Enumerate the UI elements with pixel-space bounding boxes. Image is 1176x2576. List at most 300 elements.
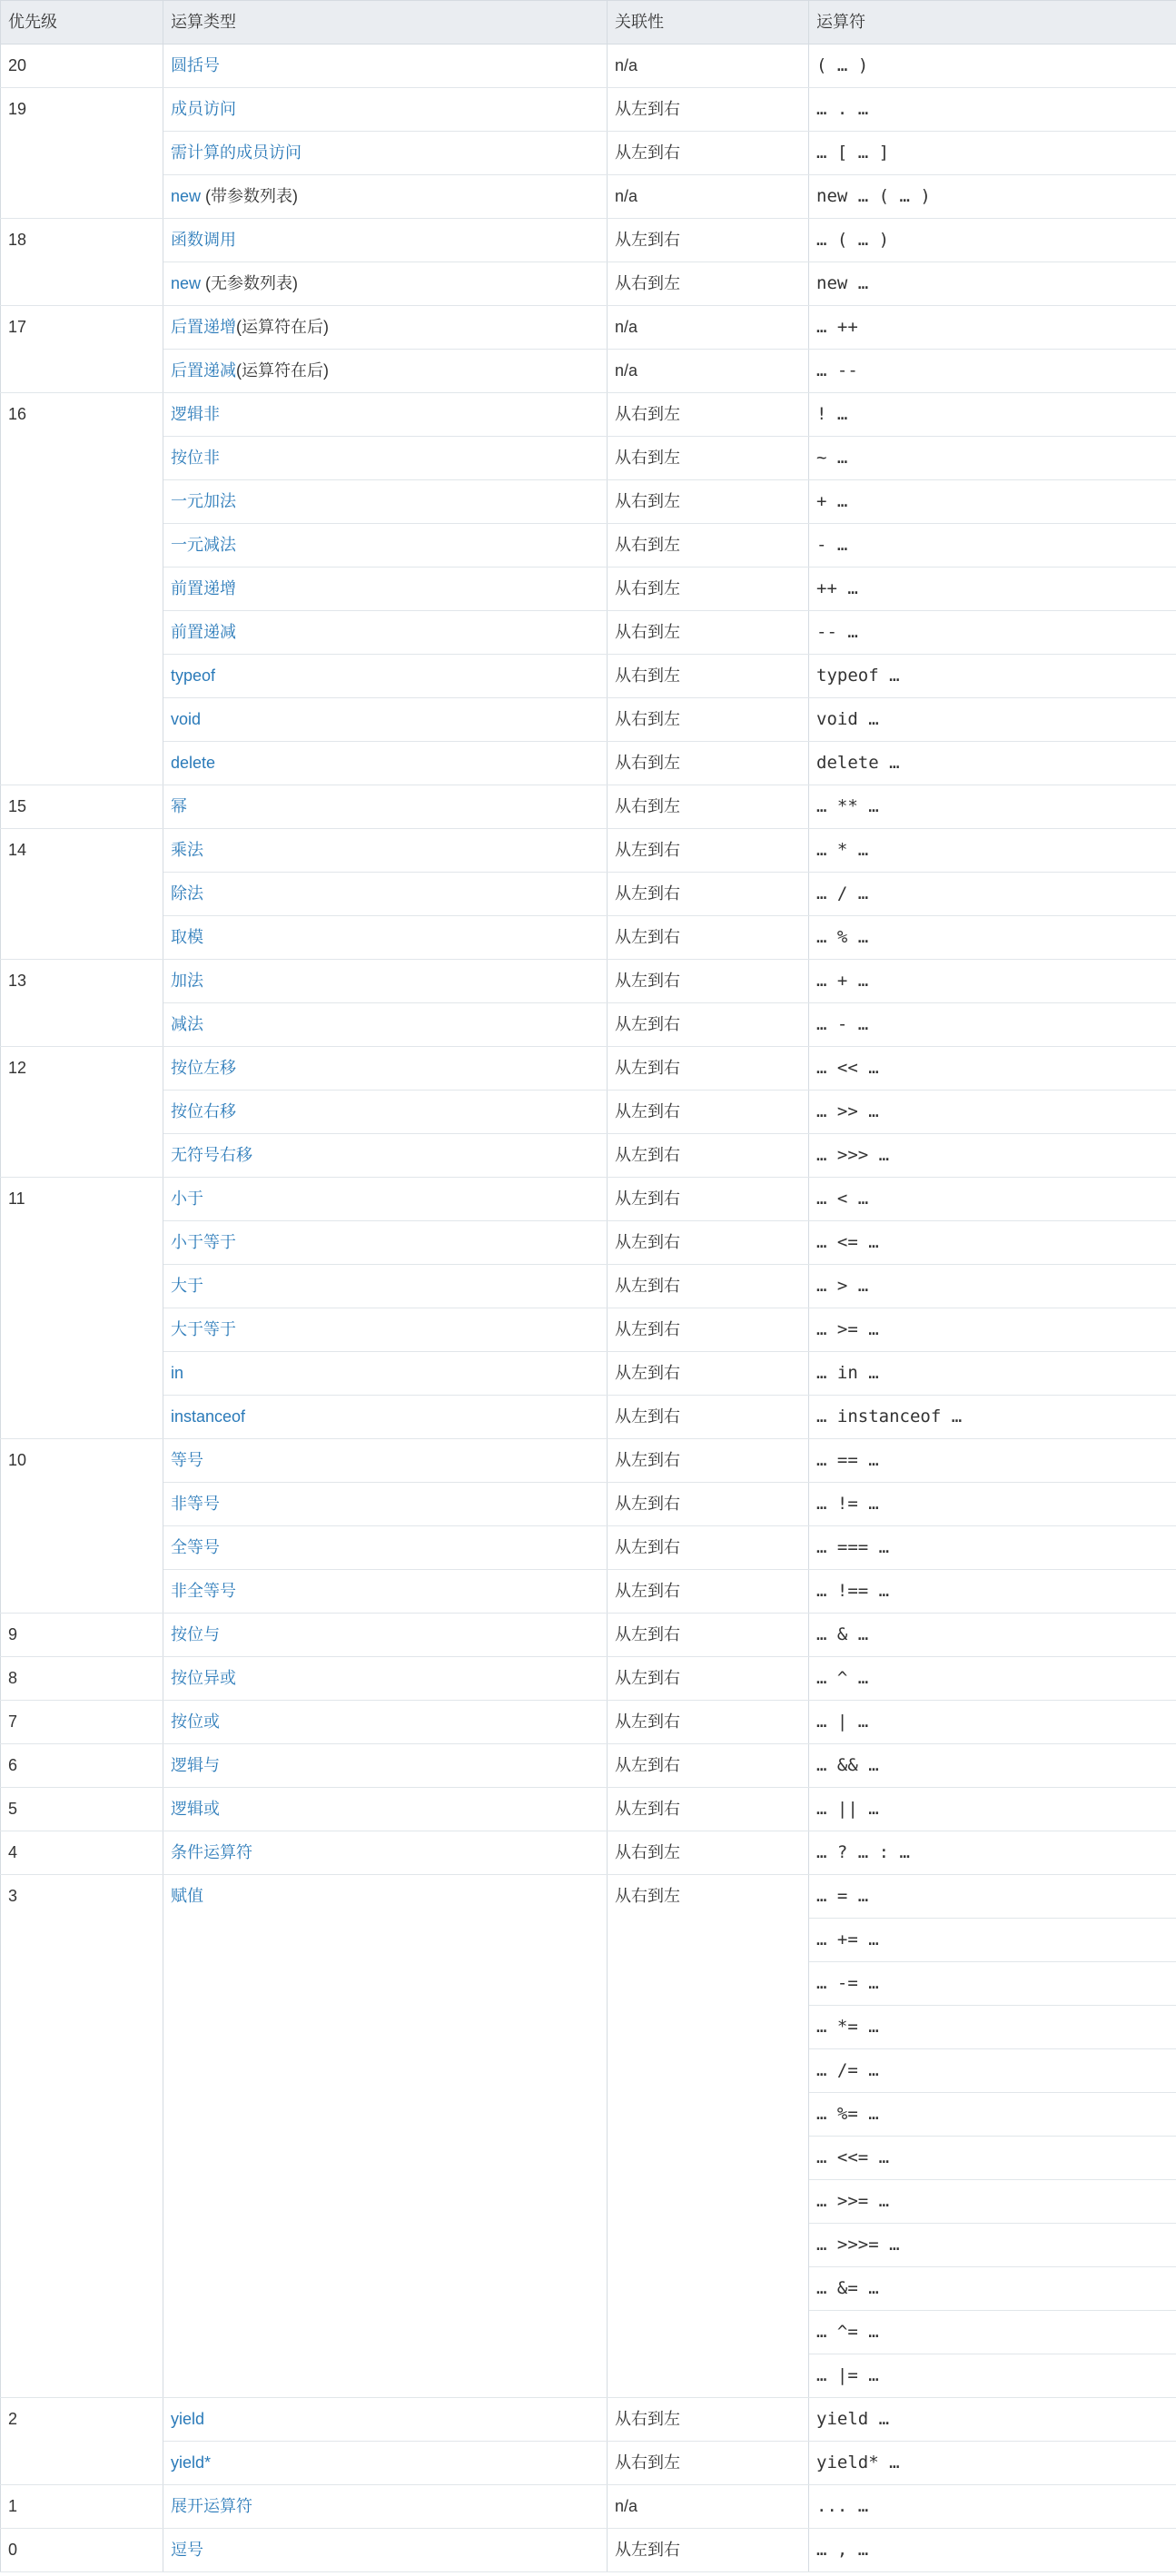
operator-type-link[interactable]: 减法 (171, 1015, 203, 1033)
operator-cell (809, 698, 1176, 742)
table-row (1, 785, 1176, 829)
precedence-cell: 19 (1, 88, 163, 219)
associativity-cell: 从左到右 (608, 1744, 809, 1788)
operator-type-link[interactable]: 逻辑与 (171, 1756, 220, 1774)
operator-pattern: … < … (816, 1189, 869, 1209)
operator-pattern: … != … (816, 1494, 879, 1514)
operator-type-cell (163, 262, 608, 306)
operator-cell (809, 873, 1176, 916)
precedence-cell: 15 (1, 785, 163, 829)
table-row (1, 698, 1176, 742)
associativity-cell: 从左到右 (608, 1134, 809, 1178)
table-row (1, 655, 1176, 698)
operator-pattern: … >>>= … (816, 2235, 900, 2255)
operator-cell (809, 1875, 1176, 1919)
operator-type-cell (163, 1047, 608, 1091)
operator-type-cell (163, 1439, 608, 1483)
table-row (1, 2529, 1176, 2572)
operator-type-cell (163, 1134, 608, 1178)
table-header (1, 1, 1176, 44)
precedence-cell: 4 (1, 1831, 163, 1875)
operator-type-cell (163, 437, 608, 480)
operator-pattern: … &= … (816, 2278, 879, 2298)
precedence-cell: 6 (1, 1744, 163, 1788)
associativity-cell: n/a (608, 2485, 809, 2529)
operator-type-cell (163, 393, 608, 437)
table-row (1, 437, 1176, 480)
operator-type-link[interactable]: 等号 (171, 1451, 203, 1469)
operator-cell (809, 916, 1176, 960)
operator-type-cell (163, 1221, 608, 1265)
operator-pattern: … , … (816, 2540, 869, 2560)
precedence-cell: 9 (1, 1614, 163, 1657)
precedence-cell: 20 (1, 44, 163, 88)
operator-type-suffix: (运算符在后) (236, 361, 329, 380)
operator-pattern: … -- (816, 360, 858, 380)
operator-type-cell (163, 2442, 608, 2485)
operator-cell (809, 1352, 1176, 1396)
operator-cell (809, 1003, 1176, 1047)
operator-type-cell (163, 1178, 608, 1221)
operator-pattern: … -= … (816, 1973, 879, 1993)
table-row (1, 1396, 1176, 1439)
operator-type-link[interactable]: new (171, 187, 202, 205)
operator-type-link[interactable]: 成员访问 (171, 100, 236, 118)
associativity-cell: 从右到左 (608, 742, 809, 785)
operator-cell (809, 175, 1176, 219)
operator-cell (809, 742, 1176, 785)
precedence-cell: 17 (1, 306, 163, 393)
operator-pattern: … . … (816, 99, 869, 119)
operator-type-link[interactable]: 大于等于 (171, 1320, 236, 1338)
operator-type-cell (163, 655, 608, 698)
operator-cell (809, 2529, 1176, 2572)
precedence-cell: 14 (1, 829, 163, 960)
operator-type-cell (163, 916, 608, 960)
operator-pattern: … ** … (816, 796, 879, 816)
operator-cell (809, 1831, 1176, 1875)
operator-cell (809, 1570, 1176, 1614)
operator-type-link[interactable]: 函数调用 (171, 231, 236, 249)
operator-cell (809, 655, 1176, 698)
operator-cell (809, 1308, 1176, 1352)
operator-pattern: … ++ (816, 317, 858, 337)
operator-cell (809, 2485, 1176, 2529)
operator-type-link[interactable]: 后置递增 (171, 318, 236, 336)
operator-type-link[interactable]: 逗号 (171, 2541, 203, 2559)
operator-type-cell (163, 480, 608, 524)
associativity-cell: 从右到左 (608, 1831, 809, 1875)
operator-type-link[interactable]: yield* (171, 2453, 212, 2472)
operator-type-cell (163, 1788, 608, 1831)
operator-type-cell (163, 1003, 608, 1047)
associativity-cell: 从左到右 (608, 1526, 809, 1570)
operator-cell (809, 2006, 1176, 2049)
table-row (1, 88, 1176, 132)
table-row (1, 132, 1176, 175)
operator-type-link[interactable]: 小于等于 (171, 1233, 236, 1251)
table-row (1, 1701, 1176, 1744)
operator-pattern: ~ … (816, 448, 848, 468)
table-row (1, 916, 1176, 960)
operator-type-link[interactable]: 逻辑非 (171, 405, 220, 423)
operator-type-cell (163, 1483, 608, 1526)
operator-pattern: … instanceof … (816, 1406, 963, 1426)
precedence-cell: 16 (1, 393, 163, 785)
operator-type-link[interactable]: 前置递增 (171, 579, 236, 597)
operator-cell (809, 2267, 1176, 2311)
table-row (1, 175, 1176, 219)
associativity-cell: 从左到右 (608, 1308, 809, 1352)
precedence-cell: 18 (1, 219, 163, 306)
associativity-cell: 从左到右 (608, 916, 809, 960)
header-row (1, 1, 1176, 44)
associativity-cell: 从左到右 (608, 1701, 809, 1744)
operator-cell (809, 611, 1176, 655)
associativity-cell: 从左到右 (608, 1788, 809, 1831)
operator-type-link[interactable]: yield (171, 2410, 205, 2428)
table-row (1, 1047, 1176, 1091)
associativity-cell: 从左到右 (608, 2529, 809, 2572)
operator-type-link[interactable]: 前置递减 (171, 623, 236, 641)
associativity-cell: n/a (608, 306, 809, 350)
operator-pattern: yield* … (816, 2453, 900, 2472)
operator-type-link[interactable]: 按位左移 (171, 1059, 236, 1077)
table-row (1, 1003, 1176, 1047)
table-row (1, 262, 1176, 306)
precedence-cell: 3 (1, 1875, 163, 2398)
table-body (1, 44, 1176, 2572)
operator-pattern: … >>= … (816, 2191, 890, 2211)
associativity-cell: 从左到右 (608, 1570, 809, 1614)
table-row (1, 2485, 1176, 2529)
operator-cell (809, 132, 1176, 175)
operator-type-cell (163, 742, 608, 785)
operator-cell (809, 1483, 1176, 1526)
operator-pattern: … <<= … (816, 2147, 890, 2167)
table-row (1, 1352, 1176, 1396)
operator-cell (809, 1396, 1176, 1439)
operator-pattern: … !== … (816, 1581, 890, 1601)
operator-cell (809, 829, 1176, 873)
operator-type-link[interactable]: 后置递减 (171, 361, 236, 380)
table-row (1, 524, 1176, 568)
operator-pattern: + … (816, 491, 848, 511)
operator-type-link[interactable]: void (171, 710, 202, 728)
operator-cell (809, 2049, 1176, 2093)
table-row (1, 960, 1176, 1003)
operator-type-link[interactable]: 展开运算符 (171, 2497, 252, 2515)
associativity-cell: 从左到右 (608, 1614, 809, 1657)
associativity-cell: 从右到左 (608, 568, 809, 611)
operator-cell (809, 219, 1176, 262)
associativity-cell: 从右到左 (608, 611, 809, 655)
operator-type-cell (163, 1396, 608, 1439)
operator-type-link[interactable]: 全等号 (171, 1538, 220, 1556)
table-row (1, 742, 1176, 785)
operator-type-cell (163, 611, 608, 655)
precedence-cell: 13 (1, 960, 163, 1047)
operator-type-link[interactable]: 按位或 (171, 1712, 220, 1731)
table-row (1, 350, 1176, 393)
operator-cell (809, 1221, 1176, 1265)
associativity-cell: 从右到左 (608, 393, 809, 437)
precedence-cell: 12 (1, 1047, 163, 1178)
operator-type-link[interactable]: 小于 (171, 1189, 203, 1208)
associativity-cell: 从左到右 (608, 1439, 809, 1483)
operator-type-cell (163, 350, 608, 393)
table-row (1, 1744, 1176, 1788)
operator-type-link[interactable]: 条件运算符 (171, 1843, 252, 1861)
operator-type-cell (163, 2398, 608, 2442)
operator-pattern: … += … (816, 1930, 879, 1949)
operator-cell (809, 306, 1176, 350)
table-row (1, 2442, 1176, 2485)
operator-type-cell (163, 698, 608, 742)
operator-pattern: … + … (816, 971, 869, 991)
operator-type-cell (163, 1570, 608, 1614)
operator-pattern: new … (816, 273, 869, 293)
operator-type-link[interactable]: instanceof (171, 1407, 246, 1426)
table-row (1, 1439, 1176, 1483)
operator-cell (809, 2442, 1176, 2485)
table-row (1, 1570, 1176, 1614)
operator-pattern: … >> … (816, 1101, 879, 1121)
operator-cell (809, 262, 1176, 306)
associativity-cell: 从左到右 (608, 88, 809, 132)
operator-type-cell (163, 873, 608, 916)
operator-cell (809, 1526, 1176, 1570)
col-header-associativity: 关联性 (608, 1, 809, 44)
operator-pattern: … - … (816, 1014, 869, 1034)
operator-pattern: … >>> … (816, 1145, 890, 1165)
operator-type-link[interactable]: 幂 (171, 797, 187, 815)
operator-type-cell (163, 960, 608, 1003)
operator-type-link[interactable]: 按位右移 (171, 1102, 236, 1120)
operator-type-cell (163, 568, 608, 611)
operator-type-cell (163, 2485, 608, 2529)
operator-cell (809, 1047, 1176, 1091)
precedence-cell: 7 (1, 1701, 163, 1744)
operator-pattern: … ? … : … (816, 1842, 910, 1862)
operator-pattern: ... … (816, 2496, 869, 2516)
associativity-cell: 从左到右 (608, 1047, 809, 1091)
operator-type-link[interactable]: 需计算的成员访问 (171, 143, 301, 162)
operator-type-cell (163, 1614, 608, 1657)
associativity-cell: 从左到右 (608, 960, 809, 1003)
operator-type-cell (163, 219, 608, 262)
operator-type-cell (163, 88, 608, 132)
associativity-cell: 从左到右 (608, 1657, 809, 1701)
operator-cell (809, 568, 1176, 611)
table-row (1, 393, 1176, 437)
associativity-cell: 从右到左 (608, 480, 809, 524)
precedence-cell: 2 (1, 2398, 163, 2485)
table-row (1, 1134, 1176, 1178)
operator-cell (809, 1265, 1176, 1308)
operator-type-link[interactable]: 除法 (171, 884, 203, 903)
operator-pattern: … <= … (816, 1232, 879, 1252)
associativity-cell: 从右到左 (608, 698, 809, 742)
operator-type-suffix: (带参数列表) (201, 187, 299, 205)
operator-type-cell (163, 524, 608, 568)
operator-cell (809, 1744, 1176, 1788)
operator-type-link[interactable]: 按位非 (171, 449, 220, 467)
associativity-cell: 从右到左 (608, 785, 809, 829)
operator-type-cell (163, 785, 608, 829)
table-row (1, 568, 1176, 611)
table-row (1, 306, 1176, 350)
operator-type-cell (163, 2529, 608, 2572)
operator-type-cell (163, 1657, 608, 1701)
operator-type-link[interactable]: 圆括号 (171, 56, 220, 74)
associativity-cell: 从右到左 (608, 262, 809, 306)
table-row (1, 1875, 1176, 1919)
operator-type-suffix: (无参数列表) (201, 274, 299, 292)
operator-type-link[interactable]: 取模 (171, 928, 203, 946)
table-row (1, 2398, 1176, 2442)
operator-pattern: … % … (816, 927, 869, 947)
operator-type-cell (163, 1091, 608, 1134)
operator-cell (809, 2137, 1176, 2180)
operator-pattern: … << … (816, 1058, 879, 1078)
associativity-cell: 从右到左 (608, 524, 809, 568)
operator-cell (809, 437, 1176, 480)
operator-pattern: ! … (816, 404, 848, 424)
operator-type-link[interactable]: 无符号右移 (171, 1146, 252, 1164)
operator-pattern: … / … (816, 883, 869, 903)
precedence-cell: 5 (1, 1788, 163, 1831)
operator-cell (809, 1439, 1176, 1483)
associativity-cell: 从左到右 (608, 1396, 809, 1439)
operator-pattern: … == … (816, 1450, 879, 1470)
col-header-precedence: 优先级 (1, 1, 163, 44)
operator-type-link[interactable]: 按位异或 (171, 1669, 236, 1687)
operator-type-cell (163, 1265, 608, 1308)
precedence-cell: 1 (1, 2485, 163, 2529)
operator-cell (809, 1919, 1176, 1962)
operator-cell (809, 1788, 1176, 1831)
precedence-cell: 10 (1, 1439, 163, 1614)
table-row (1, 1831, 1176, 1875)
operator-cell (809, 1134, 1176, 1178)
operator-type-cell (163, 306, 608, 350)
operator-type-link[interactable]: 非等号 (171, 1495, 220, 1513)
operator-type-link[interactable]: 按位与 (171, 1625, 220, 1643)
operator-pattern: … = … (816, 1886, 869, 1906)
operator-pattern: … && … (816, 1755, 879, 1775)
operator-type-cell (163, 1352, 608, 1396)
operator-pattern: … || … (816, 1799, 879, 1819)
associativity-cell: 从左到右 (608, 1178, 809, 1221)
operator-type-link[interactable]: new (171, 274, 202, 292)
table-row (1, 1483, 1176, 1526)
table-row (1, 1657, 1176, 1701)
operator-type-cell (163, 175, 608, 219)
operator-pattern: … ^= … (816, 2322, 879, 2342)
operator-type-link[interactable]: typeof (171, 666, 216, 685)
operator-pattern: yield … (816, 2409, 890, 2429)
operator-type-cell (163, 829, 608, 873)
operator-pattern: … %= … (816, 2104, 879, 2124)
associativity-cell: 从左到右 (608, 1483, 809, 1526)
operator-pattern: new … ( … ) (816, 186, 931, 206)
precedence-cell: 0 (1, 2529, 163, 2572)
operator-pattern: … >= … (816, 1319, 879, 1339)
operator-pattern: ++ … (816, 578, 858, 598)
operator-pattern: void … (816, 709, 879, 729)
table-row (1, 1091, 1176, 1134)
operator-type-link[interactable]: 乘法 (171, 841, 203, 859)
operator-cell (809, 1962, 1176, 2006)
operator-cell (809, 2224, 1176, 2267)
table-row (1, 1788, 1176, 1831)
operator-type-cell (163, 44, 608, 88)
table-row (1, 219, 1176, 262)
operator-pattern: ( … ) (816, 55, 869, 75)
associativity-cell: n/a (608, 44, 809, 88)
operator-pattern: - … (816, 535, 848, 555)
precedence-cell: 11 (1, 1178, 163, 1439)
operator-pattern: delete … (816, 753, 900, 773)
col-header-operator: 运算符 (809, 1, 1176, 44)
associativity-cell: 从左到右 (608, 829, 809, 873)
operator-cell (809, 2398, 1176, 2442)
operator-cell (809, 524, 1176, 568)
associativity-cell: 从左到右 (608, 1352, 809, 1396)
operator-type-cell (163, 132, 608, 175)
associativity-cell: 从左到右 (608, 132, 809, 175)
operator-cell (809, 88, 1176, 132)
associativity-cell: 从右到左 (608, 2442, 809, 2485)
operator-pattern: typeof … (816, 666, 900, 686)
operator-type-cell (163, 1701, 608, 1744)
operator-type-suffix: (运算符在后) (236, 318, 329, 336)
table-row (1, 480, 1176, 524)
precedence-cell: 8 (1, 1657, 163, 1701)
associativity-cell: 从左到右 (608, 1091, 809, 1134)
table-row (1, 829, 1176, 873)
operator-cell (809, 480, 1176, 524)
operator-type-cell (163, 1875, 608, 2398)
operator-type-link[interactable]: 加法 (171, 972, 203, 990)
associativity-cell: 从左到右 (608, 219, 809, 262)
operator-pattern: … /= … (816, 2060, 879, 2080)
operator-pattern: … * … (816, 840, 869, 860)
operator-cell (809, 1657, 1176, 1701)
operator-type-link[interactable]: 非全等号 (171, 1582, 236, 1600)
operator-cell (809, 2311, 1176, 2354)
operator-cell (809, 44, 1176, 88)
table-row (1, 1178, 1176, 1221)
associativity-cell: n/a (608, 175, 809, 219)
operator-type-link[interactable]: 逻辑或 (171, 1800, 220, 1818)
operator-cell (809, 785, 1176, 829)
operator-type-link[interactable]: in (171, 1364, 184, 1382)
operator-type-link[interactable]: 一元加法 (171, 492, 236, 510)
operator-type-link[interactable]: 大于 (171, 1277, 203, 1295)
table-row (1, 1526, 1176, 1570)
operator-pattern: … > … (816, 1276, 869, 1296)
operator-cell (809, 2093, 1176, 2137)
operator-pattern: … ^ … (816, 1668, 869, 1688)
associativity-cell: 从左到右 (608, 1265, 809, 1308)
operator-type-link[interactable]: 一元减法 (171, 536, 236, 554)
operator-type-link[interactable]: 赋值 (171, 1887, 203, 1905)
associativity-cell: 从右到左 (608, 437, 809, 480)
operator-type-link[interactable]: delete (171, 754, 216, 772)
operator-cell (809, 960, 1176, 1003)
